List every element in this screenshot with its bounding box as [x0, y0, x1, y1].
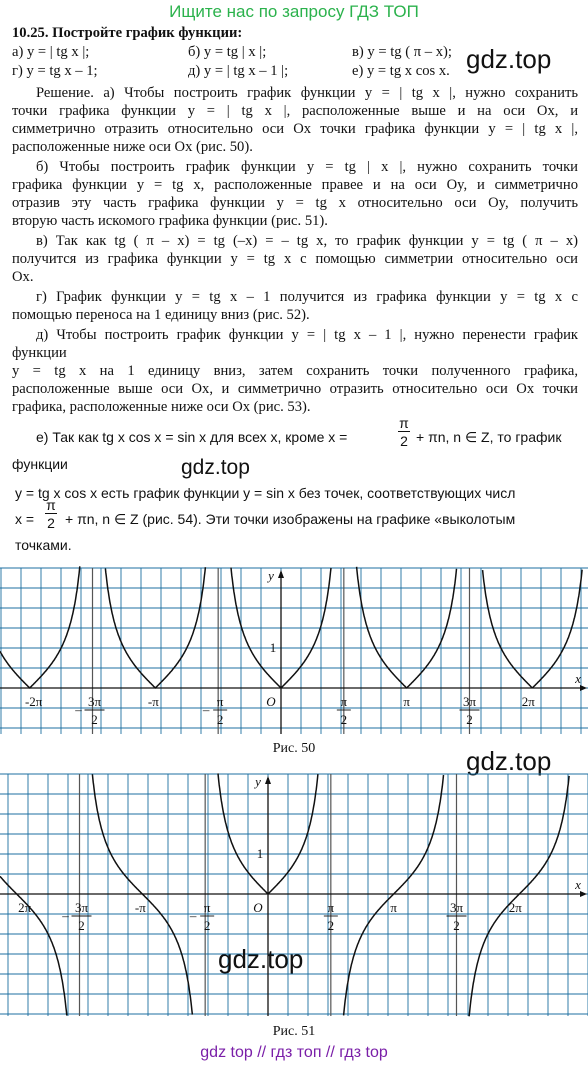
origin-label: O	[253, 900, 263, 915]
solution-line: Решение. а) Чтобы построить график функции y = | tg x |, нужно сохранить	[36, 85, 578, 101]
solution-text: x =	[15, 511, 35, 527]
tick-label-denominator: 2	[466, 712, 473, 727]
promo-header: Ищите нас по запросу ГДЗ ТОП	[169, 2, 419, 21]
solution-line: б) Чтобы построить график функции y = tg | x |, нужно сохранить точки	[36, 159, 578, 175]
figure-51-graph	[0, 770, 588, 1018]
y-axis-arrow	[278, 570, 284, 578]
subtask-e: е) y = tg x cos x.	[352, 63, 450, 79]
solution-line: д) Чтобы построить график функции y = | tg x – 1 |, нужно перенести график	[36, 327, 578, 343]
y-axis-label: y	[255, 774, 261, 789]
solution-line: функции	[12, 456, 68, 472]
tick-label-numerator: π	[203, 900, 211, 915]
subtask-c: в) y = tg ( π – x);	[352, 44, 452, 60]
tick-label-denominator: 2	[203, 918, 211, 933]
unit-label: 1	[256, 846, 264, 861]
figure-50-caption: Рис. 50	[272, 741, 316, 756]
figure-50-graph	[0, 566, 588, 736]
solution-line: Ox.	[12, 269, 34, 285]
tick-label-neg-pi: -π	[134, 900, 146, 915]
tick-label-pi: π	[390, 900, 397, 915]
watermark: gdz.top	[466, 44, 552, 74]
solution-line: отразив эту часть графика функции y = tg x относительно оси Oy, получить	[12, 195, 578, 211]
tick-label-numerator: π	[340, 694, 348, 709]
watermark: gdz.top	[181, 456, 250, 479]
solution-line: г) График функции y = tg x – 1 получится из графика функции y = tg x с	[36, 289, 578, 305]
function-curve	[0, 566, 582, 688]
origin-label: O	[266, 694, 276, 709]
tick-label-minus: –	[202, 702, 210, 717]
tick-label-numerator: 3π	[87, 694, 102, 709]
solution-text: е) Так как tg x cos x = sin x для всех x, кроме x =	[36, 429, 348, 445]
solution-line: симметрично отразить относительно оси Ox точки графика функции y = | tg x |,	[12, 121, 578, 137]
problem-title: 10.25. Постройте график функции:	[12, 25, 243, 41]
tick-label-denominator: 2	[453, 918, 460, 933]
tick-label-numerator: π	[216, 694, 224, 709]
solution-line: y = tg x cos x есть график функции y = sin x без точек, соответствующих числ	[15, 485, 516, 501]
solution-line: точки графика функции y = | tg x |, расположенные выше и на оси Ox, и	[12, 103, 578, 119]
solution-line: точками.	[15, 537, 72, 553]
solution-line: получится из графика функции y = tg x с помощью симметрии относительно оси	[12, 251, 578, 267]
x-axis-arrow	[580, 891, 587, 897]
solution-line: в) Так как tg ( π – x) = tg (–x) = – tg x, то график функции y = tg ( π – x)	[36, 233, 578, 249]
tick-label-denominator: 2	[78, 918, 85, 933]
y-axis-label: y	[268, 568, 274, 583]
solution-text: + πn, n ∈ Z, то график	[416, 429, 562, 445]
solution-line: графика функции y = tg x, расположенные правее и на оси Oy, и симметрично	[12, 177, 578, 193]
tick-label-pi: π	[403, 694, 410, 709]
tick-label-denominator: 2	[340, 712, 348, 727]
tick-label-denominator: 2	[91, 712, 98, 727]
watermark: gdz.top	[466, 746, 552, 776]
solution-line: расположенные ниже оси Ox (рис. 50).	[12, 139, 253, 155]
subtask-g: г) y = tg x – 1;	[12, 63, 98, 79]
subtask-a: а) y = | tg x |;	[12, 44, 90, 60]
tick-label-neg-pi: -π	[147, 694, 159, 709]
tick-label-minus: –	[75, 702, 82, 717]
tick-label-neg-2pi: 2π	[18, 900, 32, 915]
tick-label-numerator: 3π	[74, 900, 89, 915]
x-axis-label: x	[575, 877, 581, 892]
watermark: gdz.top	[218, 944, 304, 974]
solution-line: помощью переноса на 1 единицу вниз (рис. 52).	[12, 307, 310, 323]
y-axis-arrow	[265, 776, 271, 784]
solution-line: графика, расположенные ниже оси Ox (рис. 53).	[12, 399, 311, 415]
solution-line: вторую часть искомого графика функции (рис. 51).	[12, 213, 328, 229]
tick-label-2pi: 2π	[508, 900, 522, 915]
x-axis-arrow	[580, 685, 587, 691]
tick-label-denominator: 2	[216, 712, 224, 727]
tick-label-minus: –	[189, 908, 197, 923]
subtask-b: б) y = tg | x |;	[188, 44, 267, 60]
subtask-d: д) y = | tg x – 1 |;	[188, 63, 289, 79]
solution-line: функции	[12, 345, 67, 361]
tick-label-minus: –	[62, 908, 69, 923]
figure-51-caption: Рис. 51	[272, 1024, 316, 1039]
tick-label-numerator: 3π	[449, 900, 464, 915]
function-curve	[0, 773, 569, 1016]
tick-label-neg-2pi: -2π	[24, 694, 43, 709]
unit-label: 1	[269, 640, 277, 655]
x-axis-label: x	[575, 671, 581, 686]
tick-label-2pi: 2π	[521, 694, 535, 709]
tick-label-numerator: 3π	[462, 694, 477, 709]
tick-label-denominator: 2	[327, 918, 335, 933]
solution-text: + πn, n ∈ Z (рис. 54). Эти точки изображены на графике «выколотым	[65, 511, 516, 527]
fraction-denominator: 2	[47, 515, 55, 531]
solution-line: y = tg x на 1 единицу вниз, затем сохранить точки полученного графика,	[12, 363, 578, 379]
fraction-denominator: 2	[400, 433, 408, 449]
tick-label-numerator: π	[327, 900, 335, 915]
solution-line: расположенные выше оси Ox, и симметрично отразить относительно оси Ox точки	[12, 381, 578, 397]
fraction-numerator: π	[399, 415, 409, 431]
fraction-numerator: π	[46, 497, 56, 513]
promo-footer: gdz top // гдз топ // гдз top	[200, 1044, 388, 1061]
